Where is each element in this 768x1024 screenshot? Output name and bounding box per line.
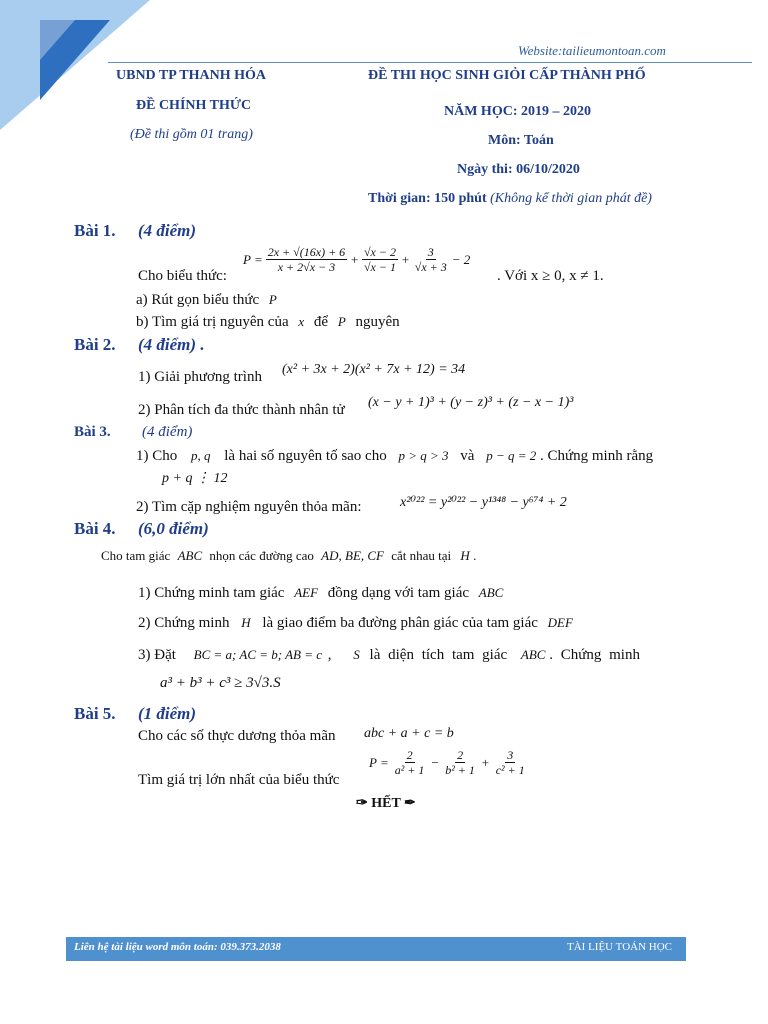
bai4-q2-def: DEF [547, 615, 573, 630]
bai4-intro-mid: nhọn các đường cao [209, 548, 314, 563]
bai5-title: Bài 5. [74, 704, 116, 723]
bai1-plus-2: + [400, 251, 410, 267]
bai4-q3-pre: 3) Đặt [138, 647, 176, 663]
bai1-score: (4 điểm) [138, 221, 197, 240]
bai4-intro-abc: ABC [177, 548, 203, 563]
bai4-intro-post: cắt nhau tại [391, 548, 452, 563]
bai4-score: (6,0 điểm) [138, 519, 209, 538]
bai1-title: Bài 1. [74, 221, 116, 240]
bai1-f3-num: 3 [427, 245, 434, 259]
bai3-q1-divisibility: p + q ⋮ 12 [162, 471, 228, 486]
bai2-title: Bài 2. [74, 335, 116, 354]
bai2-q1-equation: (x² + 3x + 2)(x² + 7x + 12) = 34 [282, 362, 466, 377]
exam-time-line [368, 191, 652, 207]
bai3-q1-post: . Chứng minh rằng [539, 448, 654, 464]
bai1-f1-num: 2x + √(16x) + 6 [267, 245, 346, 259]
bai2-q2: 2) Phân tích đa thức thành nhân tử [138, 402, 345, 418]
bai1-part-a [136, 292, 277, 309]
bai1-formula-lhs: P = [243, 251, 263, 267]
header-divider [108, 62, 752, 63]
website-label[interactable]: Website:tailieumontoan.com [518, 43, 666, 58]
bai1-f2-den: √x − 1 [363, 260, 396, 274]
bai4-q3-post: . Chứng minh [549, 647, 640, 663]
bai4-q3-mid: là diện tích tam giác [369, 647, 508, 663]
bai4-q3-inequality: a³ + b³ + c³ ≥ 3√3.S [160, 675, 281, 691]
bai5-fraction-3 [494, 748, 527, 777]
bai5-f1-num: 2 [406, 748, 413, 762]
bai3-q1-pre: 1) Cho [136, 448, 178, 464]
bai4-q1-aef: AEF [294, 585, 319, 600]
bai4-intro-H: H [460, 548, 470, 563]
bai1-part-b-x: x [298, 314, 305, 329]
org-name: UBND TP THANH HÓA [116, 68, 267, 83]
exam-subject: Môn: Toán [488, 133, 554, 148]
bai4-q3 [138, 647, 640, 664]
bai4-intro [101, 548, 476, 564]
bai2-q1: 1) Giải phương trình [138, 369, 262, 385]
bai1-formula [243, 245, 470, 274]
bai4-intro-altitudes: AD, BE, CF [321, 548, 384, 563]
page-count: (Đề thi gồm 01 trang) [130, 127, 253, 142]
official-status: ĐỀ CHÍNH THỨC [136, 98, 252, 113]
bai5-intro: Cho các số thực dương thỏa mãn [138, 728, 336, 744]
bai5-ask: Tìm giá trị lớn nhất của biểu thức [138, 772, 340, 788]
bai1-part-b-mid: để [313, 314, 329, 330]
bai1-part-a-text: a) Rút gọn biểu thức [136, 292, 260, 308]
bai1-f1-den: x + 2√x − 3 [277, 260, 336, 274]
bai5-condition: abc + a + c = b [364, 726, 454, 741]
bai4-q3-S: S [353, 647, 360, 662]
bai4-q3-comma: , [327, 647, 332, 663]
exam-title: ĐỀ THI HỌC SINH GIỎI CẤP THÀNH PHỐ [368, 68, 646, 83]
bai5-f1-den: a² + 1 [394, 763, 425, 777]
bai4-q2-mid: là giao điểm ba đường phân giác của tam giác [262, 615, 538, 631]
bai4-q1-pre: 1) Chứng minh tam giác [138, 585, 285, 601]
bai5-f2-den: b² + 1 [445, 763, 475, 777]
bai1-condition: . Với x ≥ 0, x ≠ 1. [497, 268, 604, 284]
bai4-q2 [138, 615, 573, 632]
bai5-formula [369, 748, 527, 777]
exam-year: NĂM HỌC: 2019 – 2020 [444, 104, 591, 119]
bai1-intro: Cho biểu thức: [138, 268, 227, 284]
bai5-plus: + [480, 754, 490, 770]
bai1-fraction-3 [413, 245, 449, 274]
bai1-part-a-var: P [268, 292, 277, 307]
corner-decoration [0, 0, 150, 130]
bai5-fraction-1 [393, 748, 427, 777]
footer-contact[interactable]: Liên hệ tài liệu word môn toán: 039.373.2038 [74, 941, 281, 953]
bai1-fraction-2 [362, 245, 398, 274]
bai2-score: (4 điểm) . [138, 335, 205, 354]
bai3-q1-and: và [460, 448, 475, 464]
bai5-fraction-2 [443, 748, 477, 777]
bai4-q1 [138, 585, 503, 602]
exam-time: Thời gian: 150 phút [368, 191, 487, 206]
bai5-formula-lhs: P = [369, 754, 389, 770]
bai3-q1 [136, 448, 653, 465]
bai1-minus-2: − 2 [451, 251, 471, 267]
end-marker: ✑ HẾT ✒ [356, 796, 416, 811]
bai2-q2-expression: (x − y + 1)³ + (y − z)³ + (z − x − 1)³ [368, 395, 574, 410]
bai3-q1-diff: p − q = 2 [486, 448, 537, 463]
bai5-f2-num: 2 [457, 748, 464, 762]
bai3-q1-ineq: p > q > 3 [398, 448, 449, 463]
bai4-title: Bài 4. [74, 519, 116, 538]
bai4-q3-abc: ABC [520, 647, 546, 662]
bai1-part-b-post: nguyên [355, 314, 400, 330]
bai4-q3-set: BC = a; AC = b; AB = c [193, 647, 323, 662]
bai4-q2-pre: 2) Chứng minh [138, 615, 230, 631]
bai3-q2: 2) Tìm cặp nghiệm nguyên thỏa mãn: [136, 499, 362, 515]
bai4-q2-H: H [241, 615, 251, 630]
bai1-part-b [136, 314, 400, 331]
footer-brand[interactable]: TÀI LIỆU TOÁN HỌC [567, 941, 672, 953]
bai3-score: (4 điểm) [142, 424, 193, 440]
bai4-intro-end: . [473, 548, 477, 563]
bai3-title: Bài 3. [74, 424, 111, 440]
bai5-f3-den: c² + 1 [495, 763, 525, 777]
bai5-minus: − [430, 754, 440, 770]
bai4-intro-pre: Cho tam giác [101, 548, 171, 563]
bai3-q1-pq: p, q [191, 448, 211, 463]
bai1-plus-1: + [350, 251, 359, 267]
exam-time-note: (Không kể thời gian phát đề) [490, 191, 652, 206]
exam-date: Ngày thi: 06/10/2020 [457, 162, 580, 177]
bai3-q2-equation: x²⁰²² = y²⁰²² − y¹³⁴⁸ − y⁶⁷⁴ + 2 [400, 495, 567, 510]
bai4-q1-mid: đồng dạng với tam giác [327, 585, 470, 601]
bai1-fraction-1 [266, 245, 347, 274]
bai5-f3-num: 3 [507, 748, 514, 762]
bai3-q1-mid: là hai số nguyên tố sao cho [224, 448, 387, 464]
bai1-part-b-P: P [337, 314, 346, 329]
bai1-part-b-pre: b) Tìm giá trị nguyên của [136, 314, 289, 330]
bai4-q1-abc: ABC [478, 585, 504, 600]
bai5-score: (1 điểm) [138, 704, 197, 723]
bai1-f2-num: √x − 2 [363, 245, 396, 259]
bai1-f3-den: √x + 3 [414, 260, 447, 274]
